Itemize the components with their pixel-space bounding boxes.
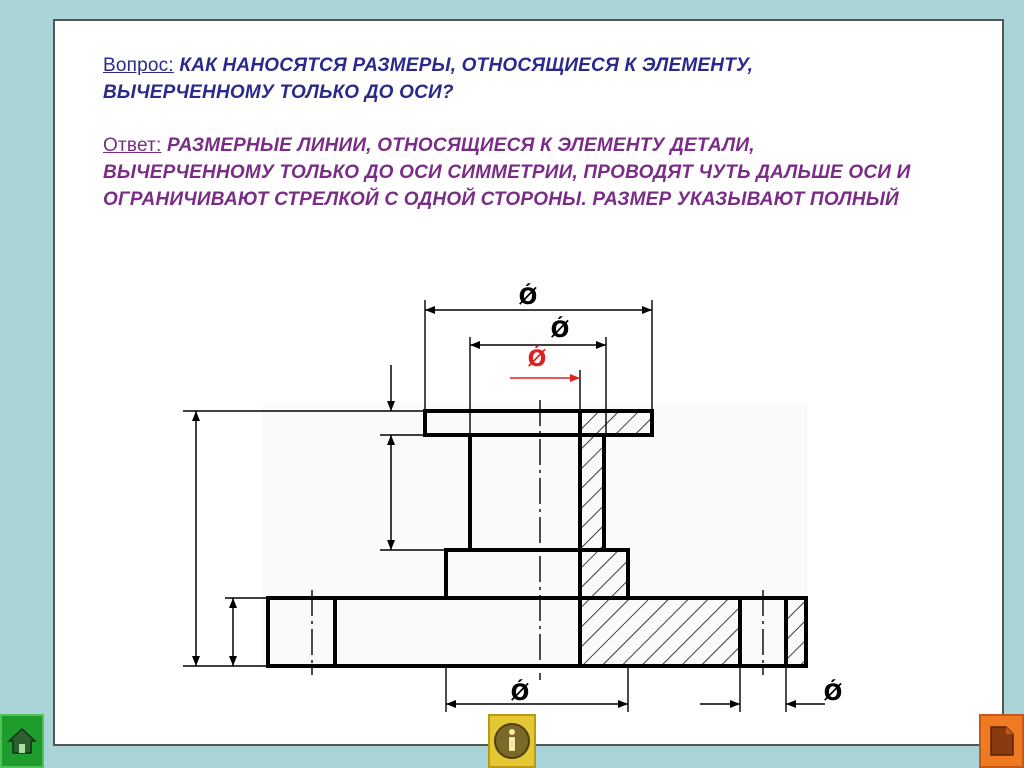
next-page-button[interactable] — [979, 714, 1024, 768]
answer-label: Ответ: — [103, 135, 162, 156]
diameter-label-bottom-right: Ǿ — [823, 681, 843, 706]
diameter-label-bottom-left: Ǿ — [510, 681, 530, 706]
answer-text: РАЗМЕРНЫЕ ЛИНИИ, ОТНОСЯЩИЕСЯ К ЭЛЕМЕНТУ ДЕТАЛИ, ВЫЧЕРЧЕННОМУ ТОЛЬКО ДО ОСИ СИММЕТРИИ, ПРОВОДЯТ ЧУТЬ ДАЛЬШЕ ОСИ И ОГРАНИЧИВАЮТ СТРЕЛКОЙ С ОДНОЙ СТОРОНЫ. РАЗМЕР УКАЗЫВАЮТ ПОЛНЫЙ — [103, 135, 911, 210]
home-icon — [7, 726, 37, 756]
home-button[interactable] — [0, 714, 44, 768]
diameter-label-top: Ǿ — [518, 285, 538, 310]
question-text: КАК НАНОСЯТСЯ РАЗМЕРЫ, ОТНОСЯЩИЕСЯ К ЭЛЕМЕНТУ, ВЫЧЕРЧЕННОМУ ТОЛЬКО ДО ОСИ? — [103, 55, 754, 103]
question-label: Вопрос: — [103, 55, 174, 76]
info-icon — [492, 721, 532, 761]
diameter-label-middle: Ǿ — [550, 318, 570, 343]
next-page-icon — [988, 724, 1016, 758]
info-button[interactable] — [488, 714, 536, 768]
diameter-label-red: Ǿ — [527, 347, 547, 372]
